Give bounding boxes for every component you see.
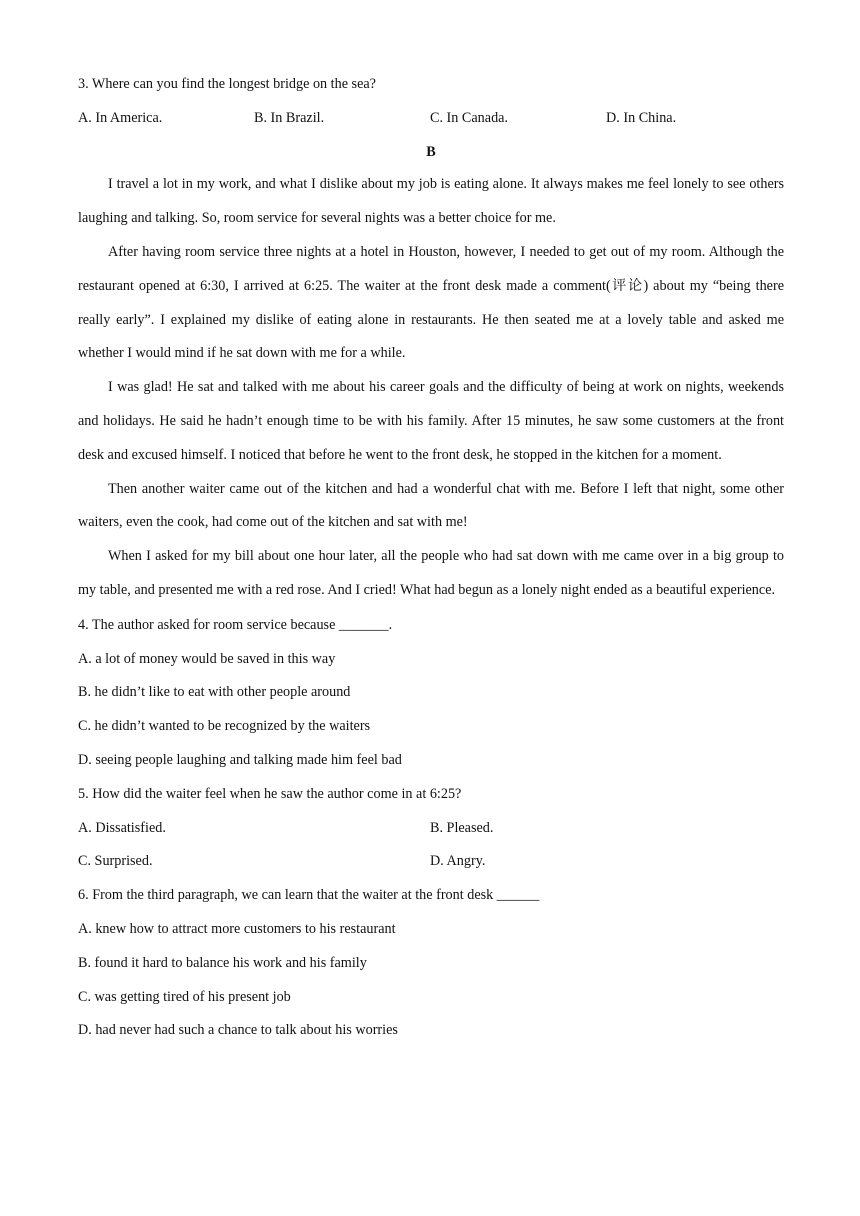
passage-paragraph-1: I travel a lot in my work, and what I dislike about my job is eating alone. It always makes me feel lonely to see others laughing and talking. So, room service for several nights was a better choice for me. [78, 176, 784, 227]
option-b: B. Pleased. [430, 819, 494, 836]
question-4: 4. The author asked for room service because _______. [78, 616, 393, 633]
question-6-option-d: D. had never had such a chance to talk about his worries [78, 1022, 398, 1039]
question-5: 5. How did the waiter feel when he saw the author come in at 6:25? [78, 785, 462, 802]
passage-paragraph-3: I was glad! He sat and talked with me about his career goals and the difficulty of being at work on nights, weekends and holidays. He said he hadn’t enough time to be with his family. After 15 minutes, he saw some customers at the front desk and excused himself. I noticed that before he went to the front desk, he stopped in the kitchen for a moment. [78, 379, 784, 463]
question-4-option-b: B. he didn’t like to eat with other people around [78, 684, 351, 701]
question-6-option-a: A. knew how to attract more customers to his restaurant [78, 920, 396, 937]
question-5-options-row-2 [78, 851, 784, 885]
question-6: 6. From the third paragraph, we can learn that the waiter at the front desk ______ [78, 887, 540, 904]
question-3: 3. Where can you find the longest bridge on the sea? [78, 76, 376, 92]
passage-paragraph-5: When I asked for my bill about one hour later, all the people who had sat down with me came over in a big group to my table, and presented me with a red rose. And I cried! What had begun as a lonely night ended as a beautiful experience. [78, 548, 784, 598]
option-d: D. In China. [606, 109, 677, 126]
passage-paragraph-2: After having room service three nights at a hotel in Houston, however, I needed to get out of my room. Although the restaurant opened at 6:30, I arrived at 6:25. The waiter at the front desk made a comment(评论) about my “being there really early”. I explained my dislike of eating alone in restaurants. He then seated me at a lovely table and asked me whether I would mind if he sat down with me for a while. [78, 243, 784, 362]
question-4-option-c: C. he didn’t wanted to be recognized by the waiters [78, 718, 371, 735]
option-c: C. In Canada. [430, 109, 509, 126]
option-d: D. Angry. [430, 853, 486, 870]
option-a: A. In America. [78, 109, 163, 126]
question-4-option-a: A. a lot of money would be saved in this way [78, 650, 336, 667]
question-6-option-b: B. found it hard to balance his work and his family [78, 954, 367, 971]
passage-paragraph-4: Then another waiter came out of the kitchen and had a wonderful chat with me. Before I left that night, some other waiters, even the cook, had come out of the kitchen and sat with me! [78, 480, 784, 531]
option-c: C. Surprised. [78, 853, 153, 870]
option-a: A. Dissatisfied. [78, 819, 166, 836]
question-6-option-c: C. was getting tired of his present job [78, 988, 291, 1005]
document-page [78, 74, 784, 1054]
question-4-option-d: D. seeing people laughing and talking made him feel bad [78, 751, 402, 768]
question-3-options [78, 108, 784, 142]
option-b: B. In Brazil. [254, 109, 325, 126]
question-5-options-row-1 [78, 818, 784, 852]
section-title: B [426, 143, 436, 160]
